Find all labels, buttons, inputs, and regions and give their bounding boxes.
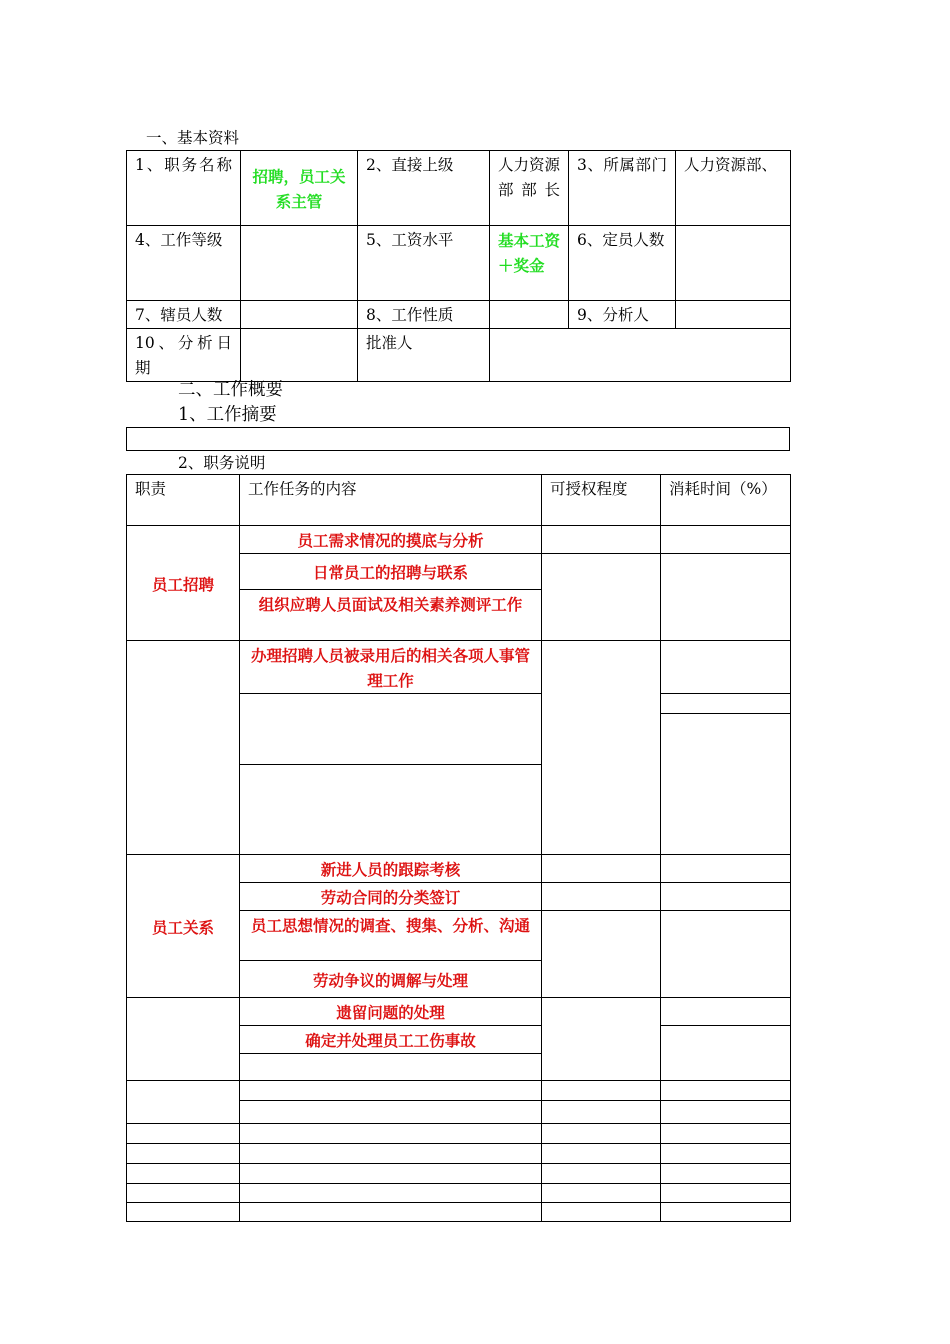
time-cell [661,1124,791,1144]
value-headcount [676,226,791,301]
value-analysis-date [241,329,358,382]
auth-cell [542,1081,661,1101]
task-empty [240,1101,542,1124]
task-work-injury: 确定并处理员工工伤事故 [240,1026,542,1054]
duty-empty [127,1184,240,1203]
time-cell [661,1101,791,1124]
task-empty [240,765,542,855]
time-cell [661,641,791,694]
auth-cell [542,855,661,883]
auth-cell [542,1164,661,1184]
time-cell [661,1081,791,1101]
task-new-hire-tracking: 新进人员的跟踪考核 [240,855,542,883]
basic-info-table [126,150,791,382]
value-work-nature [490,301,569,329]
time-cell [661,1026,791,1081]
header-duty: 职责 [127,475,240,526]
header-time-consumed: 消耗时间（%） [661,475,791,526]
duty-employee-relations: 员工关系 [127,855,240,998]
task-empty [240,1203,542,1222]
label-job-title: 1、职务名称 [127,151,241,226]
value-department: 人力资源部、 [676,151,791,226]
value-approver [490,329,791,382]
value-analyst [676,301,791,329]
label-analysis-date: 10、分析日期 [127,329,241,382]
task-empty [240,1081,542,1101]
auth-cell [542,911,661,998]
time-cell [661,998,791,1026]
time-cell [661,855,791,883]
task-labor-contracts: 劳动合同的分类签订 [240,883,542,911]
task-interviews: 组织应聘人员面试及相关素养测评工作 [240,590,542,641]
duty-empty [127,998,240,1081]
value-salary-level: 基本工资＋奖金 [490,226,569,301]
time-cell [661,911,791,998]
time-cell [661,883,791,911]
task-empty [240,1164,542,1184]
duty-empty [127,1144,240,1164]
value-subordinates [241,301,358,329]
auth-cell [542,883,661,911]
task-dispute-mediation: 劳动争议的调解与处理 [240,961,542,998]
time-cell [661,1164,791,1184]
task-legacy-issues: 遗留问题的处理 [240,998,542,1026]
label-job-grade: 4、工作等级 [127,226,241,301]
task-daily-recruiting: 日常员工的招聘与联系 [240,554,542,590]
work-summary-box [126,427,790,451]
auth-cell [542,554,661,641]
duty-empty [127,1203,240,1222]
value-direct-superior: 人力资源部部长 [490,151,569,226]
task-empty [240,1184,542,1203]
auth-cell [542,1184,661,1203]
duties-table [126,474,791,1222]
duty-empty [127,1081,240,1124]
label-direct-superior: 2、直接上级 [358,151,490,226]
header-task-content: 工作任务的内容 [240,475,542,526]
auth-cell [542,1124,661,1144]
time-cell [661,1203,791,1222]
task-employee-survey: 员工思想情况的调查、搜集、分析、沟通 [240,911,542,961]
task-empty [240,1054,542,1081]
time-cell [661,1184,791,1203]
time-cell [661,694,791,714]
label-department: 3、所属部门 [569,151,676,226]
time-cell [661,526,791,554]
label-work-nature: 8、工作性质 [358,301,490,329]
value-job-title: 招聘，员工关系主管 [241,151,358,226]
duty-empty [127,641,240,855]
task-empty [240,1144,542,1164]
section2-title: 二、工作概要 [178,380,283,400]
header-authorization: 可授权程度 [542,475,661,526]
label-headcount: 6、定员人数 [569,226,676,301]
auth-cell [542,1101,661,1124]
duty-empty [127,1164,240,1184]
label-analyst: 9、分析人 [569,301,676,329]
summary-title: 1、工作摘要 [178,405,277,425]
time-cell [661,554,791,641]
time-cell [661,1144,791,1164]
auth-cell [542,526,661,554]
time-cell [661,714,791,855]
task-empty [240,694,542,765]
auth-cell [542,641,661,855]
duty-recruitment: 员工招聘 [127,526,240,641]
label-approver: 批准人 [358,329,490,382]
label-salary-level: 5、工资水平 [358,226,490,301]
auth-cell [542,998,661,1081]
label-subordinates: 7、辖员人数 [127,301,241,329]
duties-title: 2、职务说明 [178,454,266,472]
task-hiring-admin: 办理招聘人员被录用后的相关各项人事管理工作 [240,641,542,694]
auth-cell [542,1144,661,1164]
value-job-grade [241,226,358,301]
duty-empty [127,1124,240,1144]
task-empty [240,1124,542,1144]
auth-cell [542,1203,661,1222]
section1-title: 一、基本资料 [146,129,240,147]
task-demand-analysis: 员工需求情况的摸底与分析 [240,526,542,554]
